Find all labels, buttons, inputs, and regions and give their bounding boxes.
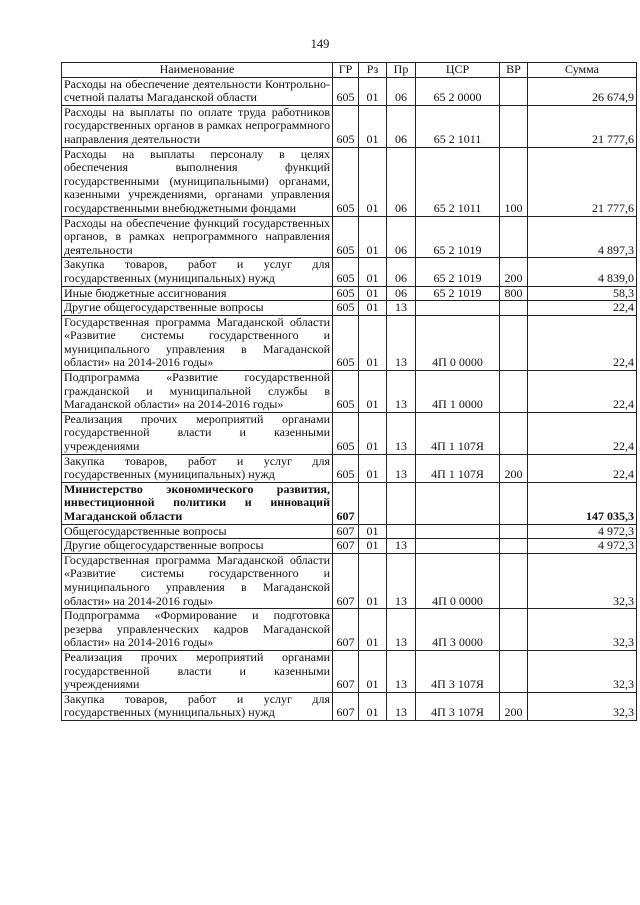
- table-header-row: [62, 63, 637, 78]
- row-gr: 605: [333, 216, 359, 258]
- row-name: Другие общегосударственные вопросы: [62, 301, 333, 316]
- row-rz: 01: [359, 77, 387, 105]
- row-gr: 605: [333, 258, 359, 286]
- row-csr: 4П 0 0000: [416, 315, 500, 370]
- row-sum: 22,4: [528, 371, 637, 413]
- row-csr: 4П 1 107Я: [416, 412, 500, 454]
- row-csr: [416, 539, 500, 554]
- row-name: Государственная программа Магаданской области «Развитие системы государственного и муниципального управления в Магаданской области» на 2014-2016 годы»: [62, 315, 333, 370]
- row-name: Общегосударственные вопросы: [62, 524, 333, 539]
- row-pr: 13: [387, 539, 416, 554]
- row-sum: 22,4: [528, 315, 637, 370]
- row-gr: 607: [333, 524, 359, 539]
- row-sum: 21 777,6: [528, 147, 637, 216]
- row-name: Расходы на выплаты персоналу в целях обеспечения выполнения функций государственными (муниципальными) органами, казенными учреждениями, органами управления государственными внебюджетными фондами: [62, 147, 333, 216]
- row-sum: 58,3: [528, 286, 637, 301]
- row-pr: 06: [387, 147, 416, 216]
- row-csr: 4П 3 0000: [416, 609, 500, 651]
- table-row: [62, 77, 637, 105]
- row-vr: [500, 301, 528, 316]
- row-gr: 605: [333, 454, 359, 482]
- row-vr: 200: [500, 454, 528, 482]
- header-csr: ЦСР: [416, 63, 500, 78]
- row-pr: [387, 482, 416, 524]
- row-csr: 4П 3 107Я: [416, 650, 500, 692]
- row-rz: 01: [359, 692, 387, 720]
- row-name: Расходы на обеспечение деятельности Контрольно-счетной палаты Магаданской области: [62, 77, 333, 105]
- row-pr: 06: [387, 105, 416, 147]
- header-sum: Сумма: [528, 63, 637, 78]
- table-row: [62, 315, 637, 370]
- row-name: Закупка товаров, работ и услуг для государственных (муниципальных) нужд: [62, 692, 333, 720]
- row-pr: 13: [387, 650, 416, 692]
- row-pr: 13: [387, 553, 416, 608]
- table-row: [62, 286, 637, 301]
- row-pr: 13: [387, 315, 416, 370]
- page-number: 149: [310, 37, 330, 51]
- row-rz: 01: [359, 539, 387, 554]
- row-pr: [387, 524, 416, 539]
- row-csr: 65 2 1019: [416, 286, 500, 301]
- row-rz: 01: [359, 216, 387, 258]
- row-gr: 605: [333, 301, 359, 316]
- row-name: Расходы на выплаты по оплате труда работников государственных органов в рамках непрограммного направления деятельности: [62, 105, 333, 147]
- row-name: Другие общегосударственные вопросы: [62, 539, 333, 554]
- row-gr: 605: [333, 371, 359, 413]
- row-sum: 32,3: [528, 650, 637, 692]
- row-name: Закупка товаров, работ и услуг для государственных (муниципальных) нужд: [62, 454, 333, 482]
- row-rz: 01: [359, 524, 387, 539]
- row-pr: 13: [387, 412, 416, 454]
- table-row: [62, 692, 637, 720]
- row-name: Министерство экономического развития, инвестиционной политики и инноваций Магаданской области: [62, 482, 333, 524]
- row-sum: 22,4: [528, 454, 637, 482]
- row-pr: 13: [387, 609, 416, 651]
- row-name: Реализация прочих мероприятий органами государственной власти и казенными учреждениями: [62, 412, 333, 454]
- row-csr: 65 2 1019: [416, 216, 500, 258]
- row-vr: [500, 412, 528, 454]
- row-gr: 605: [333, 315, 359, 370]
- table-row: [62, 524, 637, 539]
- table-row: [62, 216, 637, 258]
- row-vr: [500, 482, 528, 524]
- row-sum: 4 897,3: [528, 216, 637, 258]
- row-vr: [500, 524, 528, 539]
- row-vr: [500, 609, 528, 651]
- row-name: Расходы на обеспечение функций государственных органов, в рамках непрограммного направления деятельности: [62, 216, 333, 258]
- row-sum: 32,3: [528, 692, 637, 720]
- row-gr: 605: [333, 77, 359, 105]
- row-sum: 22,4: [528, 301, 637, 316]
- table-row: [62, 258, 637, 286]
- row-rz: 01: [359, 315, 387, 370]
- table-row: [62, 539, 637, 554]
- row-vr: 800: [500, 286, 528, 301]
- row-name: Государственная программа Магаданской области «Развитие системы государственного и муниципального управления в Магаданской области» на 2014-2016 годы»: [62, 553, 333, 608]
- header-vr: ВР: [500, 63, 528, 78]
- budget-table: [61, 62, 637, 721]
- row-pr: 06: [387, 258, 416, 286]
- table-row: [62, 454, 637, 482]
- row-gr: 605: [333, 105, 359, 147]
- table-row: [62, 147, 637, 216]
- header-name: Наименование: [62, 63, 333, 78]
- row-vr: [500, 650, 528, 692]
- row-rz: 01: [359, 147, 387, 216]
- header-gr: ГР: [333, 63, 359, 78]
- row-name: Подпрограмма «Развитие государственной гражданской и муниципальной службы в Магаданской области» на 2014-2016 годы»: [62, 371, 333, 413]
- row-rz: 01: [359, 454, 387, 482]
- row-pr: 06: [387, 77, 416, 105]
- table-row: [62, 650, 637, 692]
- row-sum: 26 674,9: [528, 77, 637, 105]
- table-row: [62, 482, 637, 524]
- row-sum: 21 777,6: [528, 105, 637, 147]
- row-gr: 605: [333, 147, 359, 216]
- row-vr: [500, 371, 528, 413]
- row-name: Подпрограмма «Формирование и подготовка резерва управленческих кадров Магаданской области» на 2014-2016 годы»: [62, 609, 333, 651]
- row-rz: 01: [359, 258, 387, 286]
- row-vr: [500, 216, 528, 258]
- row-csr: [416, 524, 500, 539]
- row-csr: 4П 0 0000: [416, 553, 500, 608]
- row-csr: [416, 301, 500, 316]
- table-row: [62, 371, 637, 413]
- row-csr: 65 2 1011: [416, 105, 500, 147]
- row-rz: 01: [359, 412, 387, 454]
- table-row: [62, 609, 637, 651]
- row-sum: 4 972,3: [528, 524, 637, 539]
- row-vr: [500, 105, 528, 147]
- row-vr: [500, 553, 528, 608]
- row-csr: 4П 3 107Я: [416, 692, 500, 720]
- row-sum: 4 972,3: [528, 539, 637, 554]
- row-gr: 607: [333, 650, 359, 692]
- header-rz: Рз: [359, 63, 387, 78]
- row-name: Иные бюджетные ассигнования: [62, 286, 333, 301]
- row-csr: 4П 1 107Я: [416, 454, 500, 482]
- row-csr: [416, 482, 500, 524]
- row-vr: 200: [500, 692, 528, 720]
- row-rz: 01: [359, 105, 387, 147]
- row-gr: 607: [333, 539, 359, 554]
- row-rz: 01: [359, 609, 387, 651]
- table-row: [62, 412, 637, 454]
- row-csr: 65 2 0000: [416, 77, 500, 105]
- table-row: [62, 553, 637, 608]
- row-vr: 200: [500, 258, 528, 286]
- row-pr: 13: [387, 301, 416, 316]
- header-pr: Пр: [387, 63, 416, 78]
- row-vr: [500, 315, 528, 370]
- row-gr: 607: [333, 553, 359, 608]
- row-sum: 32,3: [528, 609, 637, 651]
- row-rz: 01: [359, 371, 387, 413]
- row-vr: 100: [500, 147, 528, 216]
- row-name: Реализация прочих мероприятий органами государственной власти и казенными учреждениями: [62, 650, 333, 692]
- row-pr: 06: [387, 286, 416, 301]
- row-name: Закупка товаров, работ и услуг для государственных (муниципальных) нужд: [62, 258, 333, 286]
- row-pr: 06: [387, 216, 416, 258]
- row-sum: 32,3: [528, 553, 637, 608]
- row-sum: 147 035,3: [528, 482, 637, 524]
- table-row: [62, 105, 637, 147]
- row-vr: [500, 539, 528, 554]
- row-rz: 01: [359, 650, 387, 692]
- row-gr: 607: [333, 692, 359, 720]
- row-rz: [359, 482, 387, 524]
- row-rz: 01: [359, 553, 387, 608]
- table-row: [62, 301, 637, 316]
- row-pr: 13: [387, 371, 416, 413]
- row-gr: 607: [333, 482, 359, 524]
- row-gr: 607: [333, 609, 359, 651]
- row-vr: [500, 77, 528, 105]
- row-rz: 01: [359, 301, 387, 316]
- row-sum: 22,4: [528, 412, 637, 454]
- row-csr: 65 2 1011: [416, 147, 500, 216]
- row-csr: 65 2 1019: [416, 258, 500, 286]
- row-rz: 01: [359, 286, 387, 301]
- row-csr: 4П 1 0000: [416, 371, 500, 413]
- row-gr: 605: [333, 412, 359, 454]
- row-pr: 13: [387, 692, 416, 720]
- row-pr: 13: [387, 454, 416, 482]
- row-sum: 4 839,0: [528, 258, 637, 286]
- row-gr: 605: [333, 286, 359, 301]
